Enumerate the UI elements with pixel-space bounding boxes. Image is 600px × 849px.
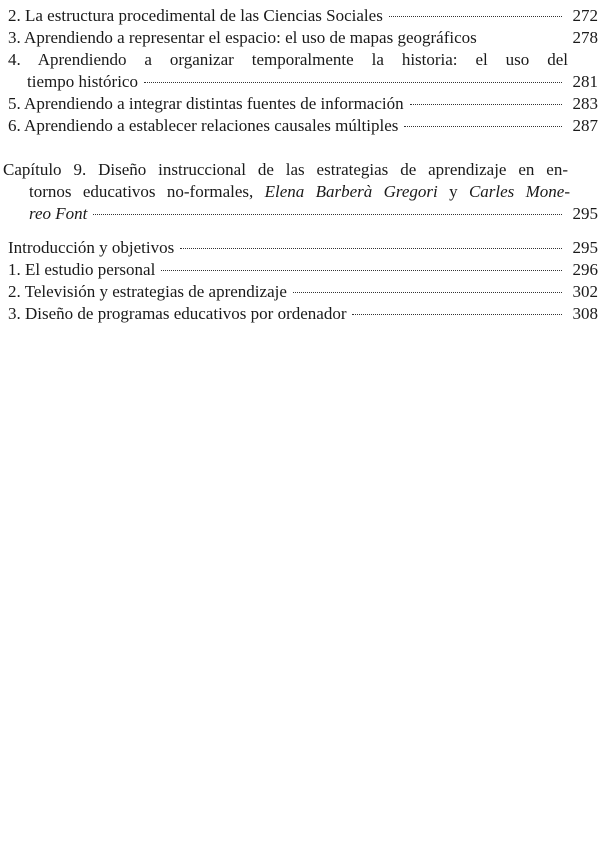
toc-entry-page: 272 bbox=[572, 6, 598, 25]
toc-entry-page: 287 bbox=[572, 116, 598, 135]
section-list-a bbox=[0, 5, 600, 137]
chapter-author-2-cont: reo Font bbox=[29, 204, 88, 223]
toc-entry bbox=[0, 115, 600, 137]
dot-leader bbox=[144, 82, 562, 83]
toc-entry-title: 3. Diseño de programas educativos por ordenador bbox=[8, 304, 347, 323]
toc-entry bbox=[0, 27, 600, 49]
dot-leader bbox=[404, 126, 562, 127]
toc-entry-page: 308 bbox=[572, 304, 598, 323]
toc-entry-page: 278 bbox=[572, 28, 598, 47]
dot-leader bbox=[180, 248, 562, 249]
toc-entry-title: 1. El estudio personal bbox=[8, 260, 156, 279]
section-list-b bbox=[0, 237, 600, 325]
chapter-title-text: tornos educativos no-formales, bbox=[29, 182, 265, 201]
chapter-author-2: Carles Mone- bbox=[468, 182, 570, 201]
toc-entry-page: 296 bbox=[572, 260, 598, 279]
toc-entry-title-line2: tiempo histórico bbox=[27, 72, 138, 91]
dot-leader bbox=[352, 314, 562, 315]
dot-leader bbox=[293, 292, 562, 293]
toc-entry-title: 3. Aprendiendo a representar el espacio: el uso de mapas geográficos bbox=[8, 28, 477, 47]
dot-leader bbox=[389, 16, 562, 17]
chapter-entry bbox=[0, 159, 600, 225]
toc-entry bbox=[0, 93, 600, 115]
toc-entry-title: 2. Televisión y estrategias de aprendizaje bbox=[8, 282, 287, 301]
toc-entry bbox=[0, 237, 600, 259]
toc-entry bbox=[0, 259, 600, 281]
toc-entry bbox=[0, 303, 600, 325]
toc-entry bbox=[0, 281, 600, 303]
dot-leader bbox=[161, 270, 562, 271]
chapter-connector: y bbox=[437, 182, 469, 201]
dot-leader bbox=[410, 104, 562, 105]
toc-entry-page: 295 bbox=[572, 238, 598, 257]
chapter-title-line2 bbox=[29, 181, 570, 203]
toc-entry-page: 283 bbox=[572, 94, 598, 113]
toc-entry bbox=[0, 49, 600, 93]
table-of-contents bbox=[0, 5, 600, 325]
chapter-author-1: Elena Barberà Gregori bbox=[264, 182, 438, 201]
toc-entry-title: 2. La estructura procedimental de las Ciencias Sociales bbox=[8, 6, 383, 25]
toc-entry bbox=[0, 5, 600, 27]
toc-entry-page: 302 bbox=[572, 282, 598, 301]
toc-entry-page: 281 bbox=[572, 72, 598, 91]
toc-entry-title: 5. Aprendiendo a integrar distintas fuentes de información bbox=[8, 94, 404, 113]
toc-entry-title: 6. Aprendiendo a establecer relaciones causales múltiples bbox=[8, 116, 399, 135]
chapter-page: 295 bbox=[572, 204, 598, 223]
toc-entry-title-line1: 4. Aprendiendo a organizar temporalmente la historia: el uso del bbox=[8, 50, 568, 69]
dot-leader bbox=[93, 214, 562, 215]
chapter-title-line1: Capítulo 9. Diseño instruccional de las estrategias de aprendizaje en en- bbox=[3, 160, 568, 179]
toc-entry-title: Introducción y objetivos bbox=[8, 238, 175, 257]
